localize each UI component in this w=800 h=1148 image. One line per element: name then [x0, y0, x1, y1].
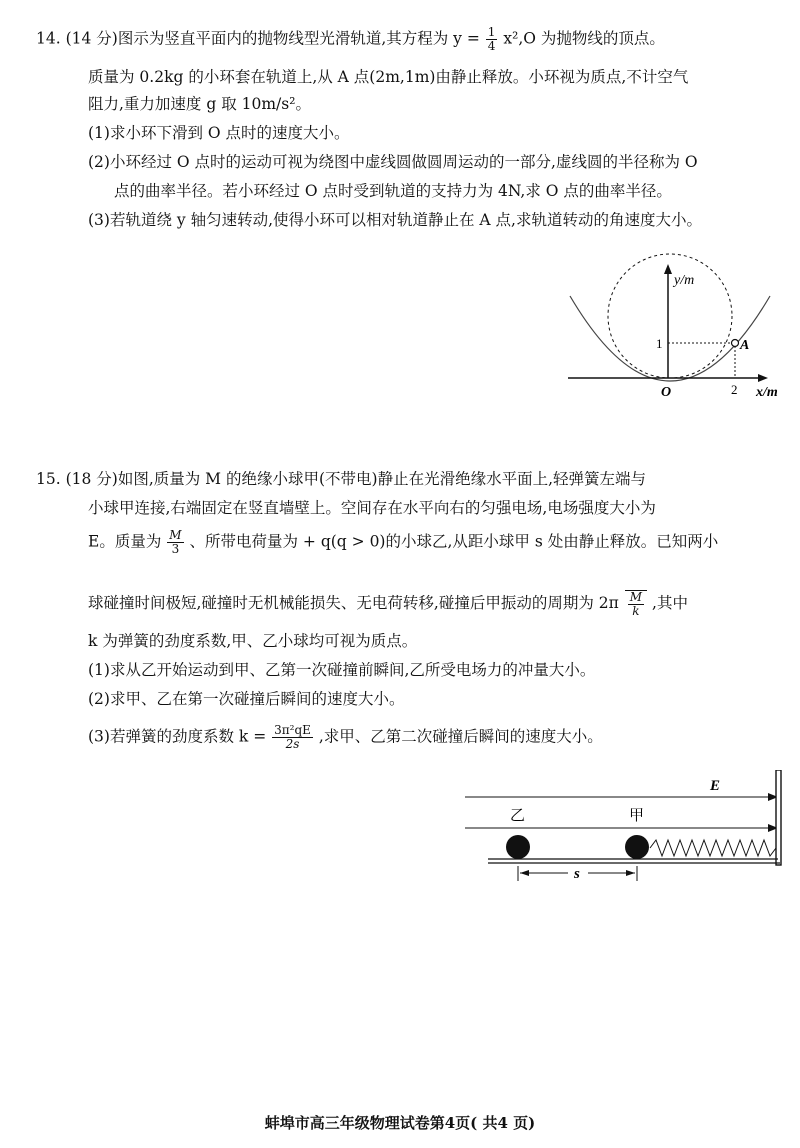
q15-line4-a: 球碰撞时间极短,碰撞时无机械能损失、无电荷转移,碰撞后甲振动的周期为 2π	[88, 594, 619, 612]
q14-line2: 质量为 0.2kg 的小环套在轨道上,从 A 点(2m,1m)由静止释放。小环视为质点,不计空气	[88, 68, 689, 86]
x-axis-arrow	[758, 374, 768, 382]
q15-part3-a: (3)若弹簧的劲度系数 k =	[88, 727, 267, 746]
q15-part3-b: ,求甲、乙第二次碰撞后瞬间的速度大小。	[318, 727, 603, 746]
field-label: E	[710, 778, 721, 794]
x-axis-label: x/m	[756, 385, 778, 400]
point-a-ring	[732, 340, 739, 347]
ball-jia-label: 甲	[629, 806, 645, 824]
q15-part3	[88, 724, 603, 751]
q15-line3-a: E。质量为	[88, 532, 162, 551]
q14-part3: (3)若轨道绕 y 轴匀速转动,使得小环可以相对轨道静止在 A 点,求轨道转动的角速度大小。	[88, 211, 702, 229]
tick-y-label: 1	[656, 336, 663, 351]
q15-part1: (1)求从乙开始运动到甲、乙第一次碰撞前瞬间,乙所受电场力的冲量大小。	[88, 661, 596, 679]
q15-line4-b: ,其中	[652, 594, 688, 612]
ball-yi	[506, 835, 530, 859]
q15-line3	[88, 529, 718, 556]
q14-line3: 阻力,重力加速度 g 取 10m/s²。	[88, 95, 311, 113]
distance-arrow-right	[626, 870, 635, 876]
tick-x-label: 2	[731, 382, 738, 397]
q14-part2a: (2)小环经过 O 点时的运动可视为绕图中虚线圆做圆周运动的一部分,虚线圆的半径称为 O	[88, 153, 698, 171]
ball-yi-label: 乙	[510, 806, 526, 824]
page-footer: 蚌埠市高三年级物理试卷第4页( 共4 页)	[264, 1114, 536, 1132]
q15-figure	[460, 770, 790, 885]
q15-part2: (2)求甲、乙在第一次碰撞后瞬间的速度大小。	[88, 690, 405, 708]
q14-equation-fraction: $\frac{1}{4}$	[487, 25, 496, 53]
period-fraction: $\frac{M}{k}$	[629, 590, 643, 618]
q14-part1: (1)求小环下滑到 O 点时的速度大小。	[88, 124, 350, 142]
spring	[650, 840, 776, 856]
q15-line2: 小球甲连接,右端固定在竖直墙壁上。空间存在水平向右的匀强电场,电场强度大小为	[88, 499, 656, 517]
spring-constant-fraction: $\frac{\text{3π²qE}}{2s}$	[274, 723, 311, 751]
ball-jia	[625, 835, 649, 859]
q14-part2b: 点的曲率半径。若小环经过 O 点时受到轨道的支持力为 4N,求 O 点的曲率半径。	[114, 182, 672, 200]
q14-figure	[560, 236, 785, 406]
q14-line1	[36, 26, 665, 53]
origin-label: O	[661, 385, 672, 400]
mass-fraction: $\frac{M}{3}$	[169, 528, 182, 556]
y-axis-label: y/m	[674, 273, 695, 288]
point-a-label: A	[740, 338, 750, 353]
q14-line1-b: x²,O 为抛物线的顶点。	[503, 29, 665, 48]
period-sqrt	[625, 590, 647, 618]
q14-line1-a: 14. (14 分)图示为竖直平面内的抛物线型光滑轨道,其方程为 y =	[36, 29, 480, 48]
y-axis-arrow	[664, 264, 672, 274]
wall	[776, 770, 781, 865]
distance-label: s	[574, 866, 580, 882]
q15-line1: 15. (18 分)如图,质量为 M 的绝缘小球甲(不带电)静止在光滑绝缘水平面上,轻弹簧左端与	[36, 470, 646, 488]
q15-line3-b: 、所带电荷量为 + q(q > 0)的小球乙,从距小球甲 s 处由静止释放。已知两小	[189, 532, 719, 551]
q15-line4	[88, 590, 688, 618]
q15-line5: k 为弹簧的劲度系数,甲、乙小球均可视为质点。	[88, 632, 418, 650]
distance-arrow-left	[520, 870, 529, 876]
